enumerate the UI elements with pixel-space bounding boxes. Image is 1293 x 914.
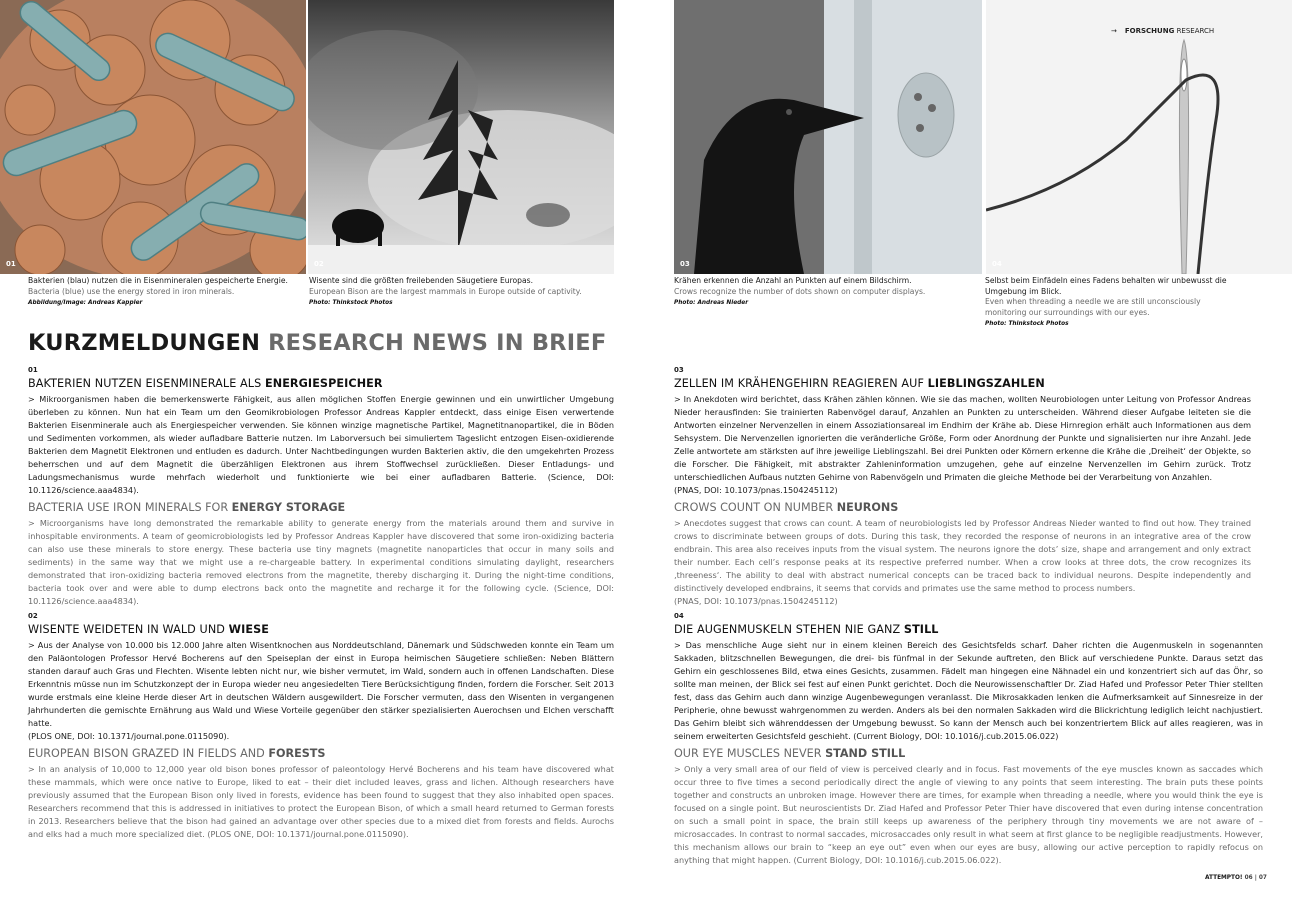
photo-crow [674, 0, 982, 274]
article-02 [28, 611, 614, 841]
body-de: > Mikroorganismen haben die bemerkenswerte Fähigkeit, aus allen möglichen Stoffen Energie gewinnen und ein unwirtlicher Umgebung überleben zu können. Nun hat ein Team um den Geomikrobiologen Professor Andreas Kappler entdeckt, dass einige Eisen verwertende Bakterien Eisenminerale auch als Energiespeicher verwenden. Sie können winzige magnetische Partikel, Magnetitnanopartikel, die in Böden und Sedimenten vorkommen, als wieder aufladbare Batterie nutzen. Im Laborversuch bei simuliertem Tageslicht entzogen Eisen-oxidierende Bakterien dem Magnetit Elektronen und entluden es dadurch. Unter Nachtbedingungen wurden Bakterien aktiv, die den umgekehrten Prozess beherrschen und auf dem Magnetit die überzähligen Elektronen aus ihrem Stoffwechsel zurückließen. Dieser Entladungs- und Ladungsmechanismus wurde mehrfach wiederholt und funktionierte wie bei einer aufladbaren Batterie. (Science, DOI: 10.1126/science.aaa4834). [28, 394, 614, 495]
photo-credit: Photo: Thinkstock Photos [985, 321, 1069, 327]
headline-de: BAKTERIEN NUTZEN EISENMINERALE ALS ENERGIESPEICHER [28, 377, 383, 390]
reference-de: (PLOS ONE, DOI: 10.1371/journal.pone.0115090). [28, 731, 230, 741]
article-number: 04 [674, 612, 684, 620]
caption-en: Crows recognize the number of dots shown on computer displays. [674, 286, 926, 296]
caption-03 [674, 276, 974, 309]
page-title-de: KURZMELDUNGEN [28, 330, 261, 356]
page-footer [1205, 875, 1267, 881]
headline-de: ZELLEN IM KRÄHENGEHIRN REAGIEREN AUF LIEBLINGSZAHLEN [674, 377, 1045, 390]
article-03 [674, 365, 1251, 608]
headline-de: WISENTE WEIDETEN IN WALD UND WIESE [28, 623, 270, 636]
arrow-right-icon: → [1111, 27, 1117, 35]
caption-01 [28, 276, 304, 309]
photo-needle [986, 0, 1292, 274]
body-de: > Das menschliche Auge sieht nur in einem kleinen Bereich des Gesichtsfelds scharf. Daher richten die Augenmuskeln in sogenannten Sakkaden, blitzschnellen Bewegungen, die drei- bis fünfmal in der Sekunde auftreten, den Blick auf verschiedene Punkte. Daraus setzt das Gehirn ein geschlossenes Bild, etwa eines Gesichts, zusammen. Fädelt man hingegen eine Nähnadel ein und konzentriert sich auf das Öhr, so sollte man meinen, der Blick sei fest auf einen Punkt gerichtet. Doch die Neurowissenschaftler Dr. Ziad Hafed und Professor Peter Thier stellten fest, dass das Gehirn auch dann winzige Augenbewegungen veranlasst. Die Mikrosakkaden lenken die Aufmerksamkeit auf Sinnesreize in der Peripherie, ohne bewusst wahrgenommen zu werden. Anders als bei den normalen Sakkaden wird die Blickrichtung lediglich leicht nachjustiert. Das Gehirn bleibt sich währenddessen der Umgebung bewusst. So kann der Mensch auch bei konzentriertem Blick auf alles reagieren, was in seinem erweiterten Gesichtsfeld geschieht. (Current Biology, DOI: 10.1016/j.cub.2015.06.022) [674, 640, 1263, 741]
caption-en: Even when threading a needle we are still unconsciously monitoring our surroundings with our eyes. [985, 297, 1201, 317]
photo-number: 04 [992, 260, 1002, 268]
section-label [1111, 27, 1214, 35]
section-label-de: FORSCHUNG [1124, 27, 1175, 35]
article-01 [28, 365, 614, 608]
article-number: 03 [674, 366, 684, 374]
magazine-name: ATTEMPTO! [1205, 875, 1243, 881]
photo-number: 03 [680, 260, 690, 268]
body-en: > Only a very small area of our field of view is perceived clearly and in focus. Fast movements of the eye muscles known as saccades which occur three to five times a second periodically direct the angle of viewing to any points that seem interesting. The brain puts these points together and constructs an unbroken image. However there are times, for example when threading a needle, where you would think the eye is focused on a single point. But neuroscientists Dr. Ziad Hafed and Professor Peter Thier have discovered that even during intense concentration on such a small point in space, the brain still keeps up awareness of the periphery through tiny movements we are not aware of – microsaccades. In contrast to normal saccades, microsaccades only result in what seem at first glance to be negligible readjustments. However, this mechanism allows our brain to “keep an eye out” even when our eyes are busy, allowing our active perception to rapidly refocus on anything that might happen. (Current Biology, DOI: 10.1016/j.cub.2015.06.022). [674, 764, 1263, 865]
caption-de: Selbst beim Einfädeln eines Fadens behalten wir unbewusst die Umgebung im Blick. [985, 276, 1227, 296]
caption-de: Bakterien (blau) nutzen die in Eisenmineralen gespeicherte Energie. [28, 276, 288, 285]
caption-en: European Bison are the largest mammals in Europe outside of captivity. [309, 286, 582, 296]
article-04 [674, 611, 1263, 867]
page-title [28, 330, 606, 356]
body-en: > Microorganisms have long demonstrated the remarkable ability to generate energy from the materials around them and survive in inhospitable environments. A team of geomicrobiologists led by Professor Andreas Kappler have discovered that some iron-oxidizing bacteria can also use these minerals to store energy. These bacteria use tiny magnets (magnetite nanoparticles that occur in many soils and sediments) in the same way that we might use a re-chargeable battery. In experimental conditions simulating daylight, researchers demonstrated that iron-oxidizing bacteria removed electrons from the magnetite, thereby discharging it. During the night-time conditions, bacteria took over and were able to dump electrons back onto the magnetite and recharge it for the following cycle. (Science, DOI: 10.1126/science.aaa4834). [28, 518, 614, 606]
page-numbers: 06 | 07 [1244, 875, 1267, 881]
caption-de: Krähen erkennen die Anzahl an Punkten auf einem Bildschirm. [674, 276, 912, 285]
photo-credit: Abbildung/Image: Andreas Kappler [28, 300, 143, 306]
photo-number: 01 [6, 260, 16, 268]
headline-en: BACTERIA USE IRON MINERALS FOR ENERGY STORAGE [28, 501, 346, 514]
body-en: > In an analysis of 10,000 to 12,000 year old bison bones professor of paleontology Hervé Bocherens and his team have discovered what these mammals, which were once native to Europe, liked to eat – their diet included leaves, grass and lichen. Although researchers have previously assumed that the European Bison only lived in forests, evidence has been found to suggest that they also inhabited open spaces. Researchers recommend that this is addressed in initiatives to protect the European Bison, of which a small heard returned to German forests in 2013. Researchers believe that the bison had gained an advantage over other species due to a mixed diet from forests and fields. Aurochs and elks had a much more specialized diet. (PLOS ONE, DOI: 10.1371/journal.pone.0115090). [28, 764, 614, 839]
caption-04 [985, 276, 1241, 330]
reference-en: (PNAS, DOI: 10.1073/pnas.1504245112) [674, 596, 838, 606]
photo-credit: Photo: Andreas Nieder [674, 300, 749, 306]
body-de: > In Anekdoten wird berichtet, dass Krähen zählen können. Wie sie das machen, wollten Neurobiologen unter Leitung von Professor Andreas Nieder herausfinden: Sie trainierten Rabenvögel darauf, Anzahlen an Punkten zu unterscheiden. Während dieser Aufgabe leiteten sie die Antworten einzelner Nervenzellen in einem Assoziationsareal im Endhirn der Krähe ab. Diese Hirnregion erhält auch Informationen aus dem Sehsystem. Die Nervenzellen ignorierten die veränderliche Größe, Form oder Anordnung der Punkte und signalisierten nur ihre Anzahl. Jede Zelle antwortete am stärksten auf ihre jeweilige Lieblingszahl. Bei drei Punkten oder Körnern erkenne die Krähe die ‚Dreiheit‘ der Objekte, so die Forscher. Die Fähigkeit, mit abstrakter Zahleninformation umzugehen, gehe auf einzelne Nervenzellen im Gehirn zurück. Trotz unterschiedlichen Aufbaus nutzten Gehirne von Rabenvögeln und Primaten die gleiche Methode bei der Verarbeitung von Anzahlen. [674, 394, 1251, 482]
article-number: 02 [28, 612, 38, 620]
headline-de: DIE AUGENMUSKELN STEHEN NIE GANZ STILL [674, 623, 939, 636]
caption-02 [309, 276, 609, 309]
photo-bacteria [0, 0, 306, 274]
reference-de: (PNAS, DOI: 10.1073/pnas.1504245112) [674, 485, 838, 495]
caption-de: Wisente sind die größten freilebenden Säugetiere Europas. [309, 276, 534, 285]
headline-en: CROWS COUNT ON NUMBER NEURONS [674, 501, 899, 514]
headline-en: EUROPEAN BISON GRAZED IN FIELDS AND FORESTS [28, 747, 326, 760]
body-de: > Aus der Analyse von 10.000 bis 12.000 Jahre alten Wisentknochen aus Norddeutschland, Dänemark und Südschweden konnte ein Team um den Paläontologen Professor Hervé Bocherens auf den Speiseplan der einst in Europa heimischen Säugetiere schließen: Neben Blättern standen darauf auch Gras und Flechten. Wisente lebten nicht nur, wie bisher vermutet, im Wald, sondern auch in offenen Landschaften. Diese Erkenntnis müsse nun im Schutzkonzept der in Europa wieder neu angesiedelten Tiere Berücksichtigung finden, fordern die Forscher. Seit 2013 wurde erstmals eine kleine Herde dieser Art in deutschen Wäldern ausgewildert. Die Forscher vermuten, dass den Wisenten in vergangenen Jahrhunderten die gemischte Ernährung aus Wald und Wiese Vorteile gegenüber den stärker spezialisierten Auerochsen und Elchen verschafft hatte. [28, 640, 614, 728]
body-en: > Anecdotes suggest that crows can count. A team of neurobiologists led by Professor Andreas Nieder wanted to find out how. They trained crows to discriminate between groups of dots. During this task, they recorded the response of neurons in an integrative area of the crow endbrain. This area also receives inputs from the visual system. The neurons ignore the dots’ size, shape and arrangement and only extract their number. Each cell’s response peaks at its respective preferred number. When a crow looks at three dots, the crow recognizes its ‚threeness‘. The ability to deal with abstract numerical concepts can be traced back to individual neurons. Despite independently and distinctively developed endbrains, it seems that corvids and primates use the same method to process numbers. [674, 518, 1251, 593]
headline-en: OUR EYE MUSCLES NEVER STAND STILL [674, 747, 906, 760]
photo-credit: Photo: Thinkstock Photos [309, 300, 393, 306]
section-label-en: RESEARCH [1176, 27, 1215, 35]
article-number: 01 [28, 366, 38, 374]
page-title-en: RESEARCH NEWS IN BRIEF [268, 330, 607, 356]
caption-en: Bacteria (blue) use the energy stored in iron minerals. [28, 286, 235, 296]
photo-number: 02 [314, 260, 324, 268]
photo-bison [308, 0, 614, 274]
